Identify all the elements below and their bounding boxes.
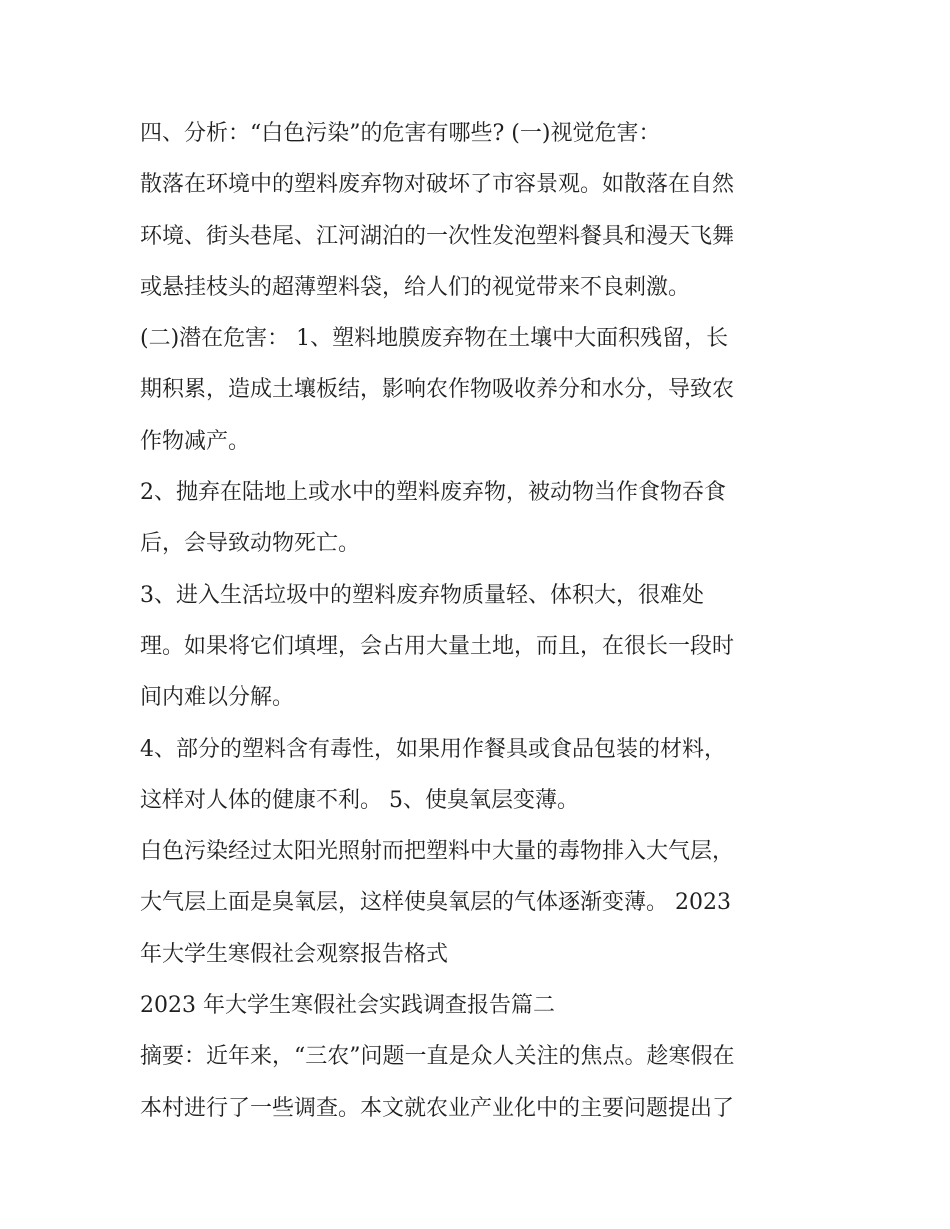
text-line: 本村进行了一些调查。本文就农业产业化中的主要问题提出了 xyxy=(140,1095,735,1121)
text-line: 2、抛弃在陆地上或水中的塑料废弃物，被动物当作食物吞食 xyxy=(140,480,726,506)
text-line: 2023 年大学生寒假社会实践调查报告篇二 xyxy=(140,993,555,1019)
text-line: 散落在环境中的塑料废弃物对破坏了市容景观。如散落在自然 xyxy=(140,172,735,198)
text-line: (二)潜在危害： 1、塑料地膜废弃物在土壤中大面积残留，长 xyxy=(140,326,729,352)
text-line: 环境、街头巷尾、江河湖泊的一次性发泡塑料餐具和漫天飞舞 xyxy=(140,223,735,249)
document-body xyxy=(140,108,820,1134)
text-line: 这样对人体的健康不利。 5、使臭氧层变薄。 xyxy=(140,787,579,813)
text-line: 作物减产。 xyxy=(140,428,251,454)
text-line: 期积累，造成土壤板结，影响农作物吸收养分和水分，导致农 xyxy=(140,377,735,403)
text-line: 4、部分的塑料含有毒性，如果用作餐具或食品包装的材料， xyxy=(140,736,726,762)
text-line: 理。如果将它们填埋，会占用大量土地，而且，在很长一段时 xyxy=(140,633,735,659)
text-line: 年大学生寒假社会观察报告格式 xyxy=(140,941,449,967)
text-line: 大气层上面是臭氧层，这样使臭氧层的气体逐渐变薄。 2023 xyxy=(140,890,731,916)
text-line: 摘要：近年来，“三农”问题一直是众人关注的焦点。趁寒假在 xyxy=(140,1044,735,1070)
text-line: 或悬挂枝头的超薄塑料袋，给人们的视觉带来不良刺激。 xyxy=(140,274,691,300)
text-line: 3、进入生活垃圾中的塑料废弃物质量轻、体积大，很难处 xyxy=(140,582,704,608)
text-line: 四、分析：“白色污染”的危害有哪些? (一)视觉危害： xyxy=(140,121,661,146)
text-line: 间内难以分解。 xyxy=(140,685,295,711)
text-line: 白色污染经过太阳光照射而把塑料中大量的毒物排入大气层， xyxy=(140,839,735,865)
text-line: 后，会导致动物死亡。 xyxy=(140,531,361,557)
